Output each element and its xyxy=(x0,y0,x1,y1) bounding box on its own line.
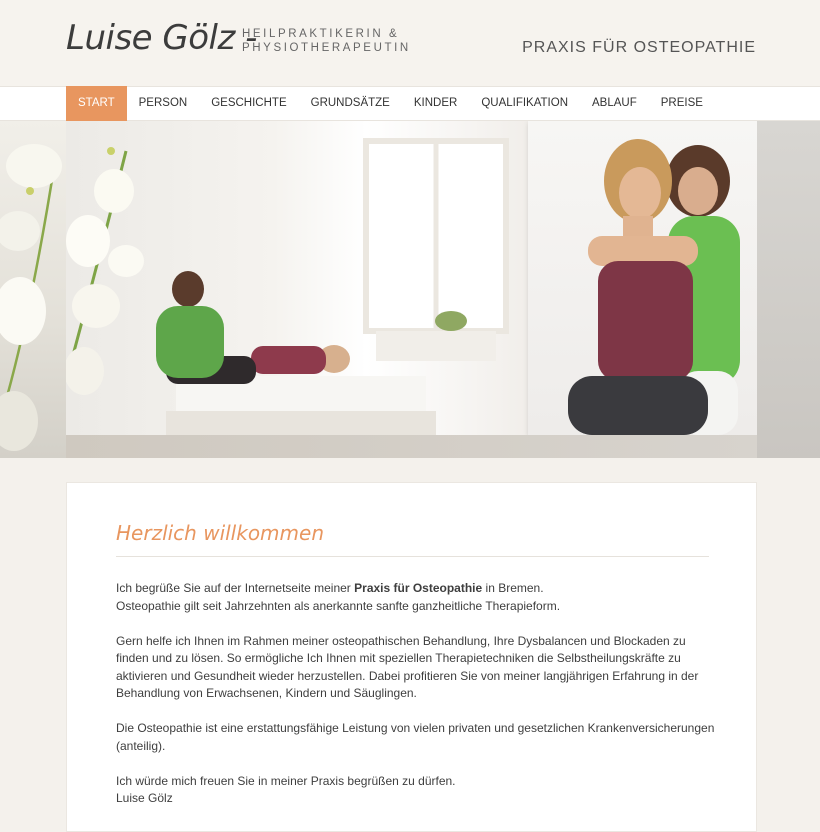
tagline-line-2: PHYSIOTHERAPEUTIN xyxy=(242,42,411,54)
brand-tagline xyxy=(242,27,411,55)
nav-item-ablauf[interactable]: ABLAUF xyxy=(592,97,637,109)
welcome-card xyxy=(66,482,757,832)
nav-item-qualifikation[interactable]: QUALIFIKATION xyxy=(481,97,569,109)
practice-title: PRAXIS FÜR OSTEOPATHIE xyxy=(522,39,756,56)
treatment-room-photo xyxy=(66,121,528,435)
paragraph-2: Gern helfe ich Ihnen im Rahmen meiner osteopathischen Behandlung, Ihre Dysbalancen und Blockaden zu finden und zu lösen. So ermögliche Ich Ihnen mit speziellen Therapietechniken die Selbstheilungskräfte zu aktivieren und Gesundheit wieder herzustellen. Dabei profitieren Sie von meiner langjährigen Erfahrung in der Behandlung von Erwachsenen, Kindern und Säuglingen. xyxy=(116,633,699,700)
nav-item-preise[interactable]: PREISE xyxy=(660,97,703,109)
welcome-title: Herzlich willkommen xyxy=(116,521,324,545)
welcome-body xyxy=(116,580,716,825)
paragraph-3: Die Osteopathie ist eine erstattungsfähige Leistung von vielen privaten und gesetzlichen Krankenversicherungen (anteilig). xyxy=(116,721,715,753)
nav-items xyxy=(66,86,715,121)
paragraph-4 xyxy=(116,773,716,808)
tagline-line-1: HEILPRAKTIKERIN & xyxy=(242,28,400,40)
nav-item-kinder[interactable]: KINDER xyxy=(413,97,458,109)
photo-strip xyxy=(66,435,757,458)
signature-name: Luise Gölz xyxy=(116,791,173,805)
p4-line1: Ich würde mich freuen Sie in meiner Praxis begrüßen zu dürfen. xyxy=(116,773,456,788)
p1-bold: Praxis für Osteopathie xyxy=(354,581,483,595)
nav-item-grundsaetze[interactable]: GRUNDSÄTZE xyxy=(310,97,390,109)
p1-pre: Ich begrüße Sie auf der Internetseite meiner xyxy=(116,581,355,595)
p1-line2: Osteopathie gilt seit Jahrzehnten als anerkannte sanfte ganzheitliche Therapieform. xyxy=(116,598,561,613)
p1-post: in Bremen. xyxy=(482,581,544,595)
hero-side-left xyxy=(0,121,66,458)
main-nav xyxy=(0,86,820,121)
brand-name[interactable]: Luise Gölz - xyxy=(66,18,257,58)
paragraph-1 xyxy=(116,580,716,615)
orchid-flower-icon xyxy=(0,121,66,458)
shoulder-treatment-illustration xyxy=(528,121,757,435)
shoulder-treatment-photo xyxy=(528,121,757,435)
hero-side-right xyxy=(757,121,820,458)
nav-item-person[interactable]: PERSON xyxy=(138,97,188,109)
nav-item-geschichte[interactable]: GESCHICHTE xyxy=(211,97,287,109)
nav-item-start[interactable]: START xyxy=(66,86,127,121)
treatment-scene-illustration xyxy=(66,121,528,435)
site-header xyxy=(0,0,820,86)
hero-banner xyxy=(0,121,820,458)
welcome-divider xyxy=(116,556,709,557)
